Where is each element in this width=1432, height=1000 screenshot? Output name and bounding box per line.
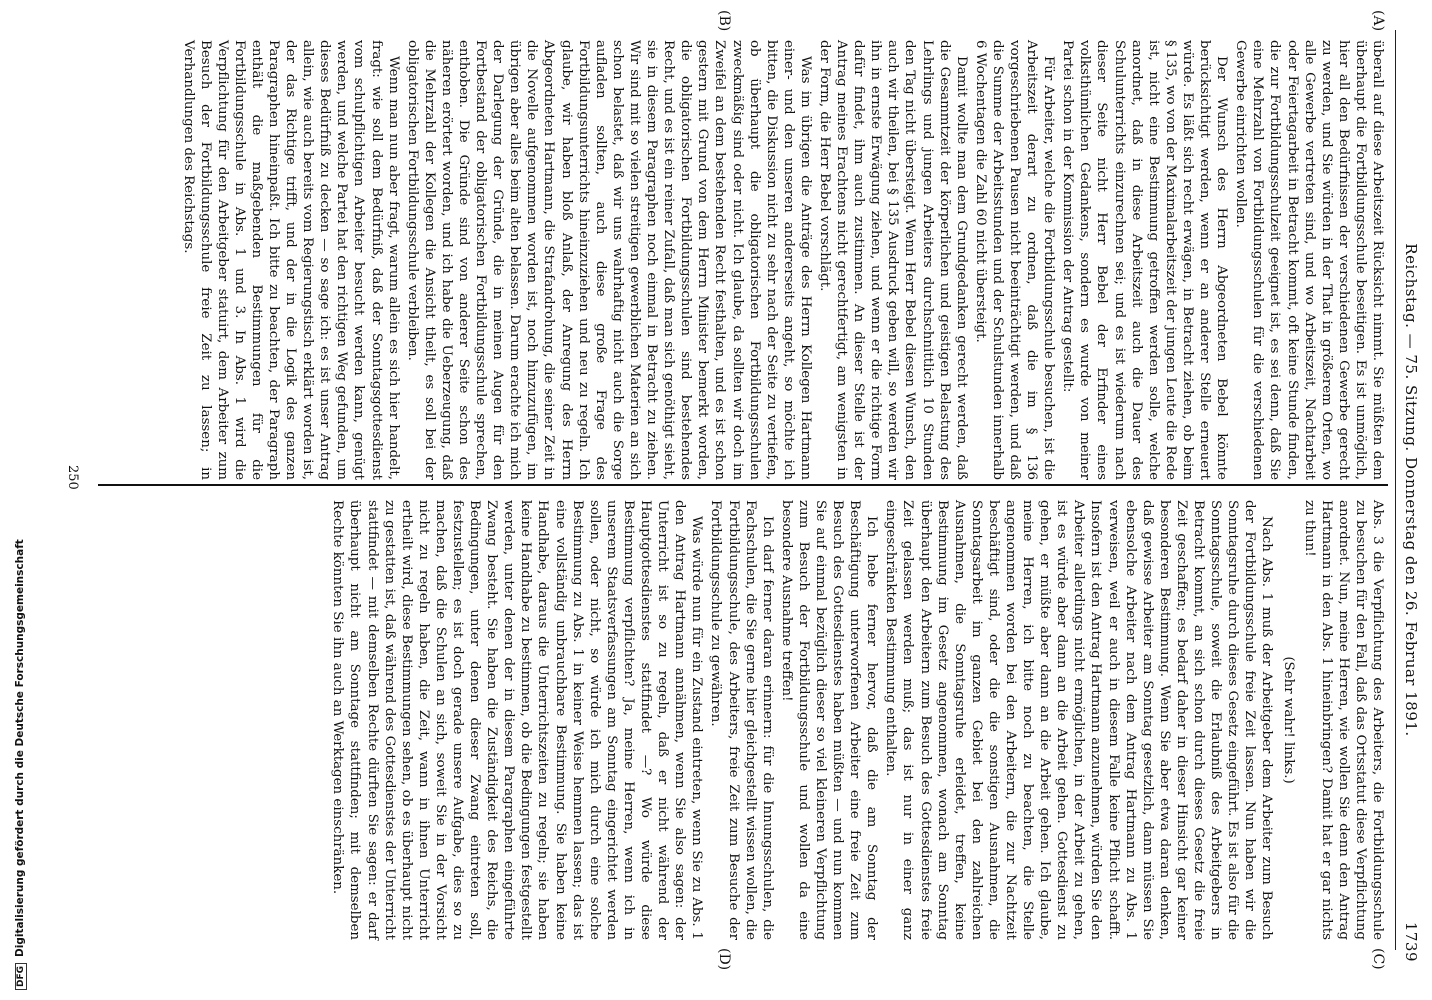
left-column: [177, 40, 1386, 480]
dfg-logo: DFG: [15, 963, 27, 990]
margin-marker-a: (A): [1370, 10, 1386, 32]
left-paragraph: Der Wunsch des Herrn Abgeordneten Bebel könnte berücksichtigt werden, wenn er an anderer Stelle erneuert würde. Es läßt sich recht erwägen, in Betracht ziehen, ob beim § 135, wo von der Maximalarbeitszeit der jungen Leute die Rede ist, nicht eine Bestimmung getroffen werden solle, welche anordnet, daß in diese Arbeitszeit auch die Dauer des Schulunterrichts einzurechnen sei; und es ist wiederum nach dieser Seite nicht Herr Bebel der Erfinder eines volksthümlichen Gedankens, sondern es wurde von meiner Partei schon in der Kommission der Antrag gestellt:: [1060, 40, 1230, 480]
right-paragraph: Nach Abs. 1 muß der Arbeitgeber dem Arbeiter zum Besuch der Fortbildungsschule freie Zeit lassen. Nun haben wir die Sonntagsruhe durch dieses Gesetz eingeführt. Es ist also für die Sonntagsschule, soweit die Erlaubniß des Arbeitgebers in Betracht kommt, an sich schon durch dieses Gesetz die freie Zeit geschaffen; es bedarf daher in dieser Hinsicht gar keiner besonderen Bestimmung. Wenn Sie aber etwa daran denken, daß gewisse Arbeiter am Sonntag gesetzlich, dann müssen Sie ebensolche Arbeiter nach dem Antrag Hartmann zu Abs. 1 verweisen, weil er auch in diesem Falle keine Pflicht schafft. Insofern ist den Antrag Hartmann anzunehmen, würden Sie den Arbeiter allerdings nicht ermöglichen, in der Arbeit zu gehen, ist es würde aber dann an die Arbeit gehen. Gottesdienst zu gehen, er müßte aber dann an die Arbeit gehen. Ich glaube, meine Herren, ich bitte noch zu beachten, die Stelle angenommen worden bei den Arbeitern, die zur Nachtzeit beschäftigt sind, oder die die sonstigen Ausnahmen, die Sonntagsarbeit im ganzen Gebiet bei den zahlreichen Ausnahmen, die Sonntagsruhe erleidet, treffen, keine Bestimmung im Gesetz angenommen, wonach am Sonntag überhaupt den Arbeitern zum Besuch des Gottesdienstes freie Zeit gelassen werden muß; das ist nur in einer ganz eingeschränkten Bestimmung enthalten.: [883, 500, 1275, 940]
rotated-document: [32, 0, 1432, 980]
footer-page-number: 250: [65, 465, 80, 490]
margin-marker-d: (D): [716, 948, 732, 971]
left-paragraph: Was im übrigen die Anträge des Herrn Kollegen Hartmann einer- und den unseren andererseits angeht, so möchte ich bitten, die Diskussion nicht zu sehr nach der Seite zu vertiefen, ob überhaupt die obligatorischen Fortbildungsschulen zweckmäßig sind oder nicht. Ich glaube, da sollten wir doch im Zweifel an dem bestehenden Recht festhalten, und es ist schon gestern mit Grund von dem Herrn Minister bemerkt worden, die obligatorischen Fortbildungsschulen sind bestehendes Recht, und es ist ein reiner Zufall, daß man sich genöthigt sieht, sie in diesem Paragraphen noch einmal in Betracht zu ziehen. Wir sind mit so vielen streitigen gewerblichen Materien an sich schon belastet, daß wir uns wahrhaftig nicht auch die Sorge aufladen sollten, auch diese große Frage des Fortbildungsunterrichts hineinzuziehen und neu zu regeln. Ich glaube, wir haben bloß Anlaß, der Anregung des Herrn Abgeordneten Hartmann, die Strafandrohung, die seiner Zeit in die Novelle aufgenommen worden ist, noch hinzuzufügen, im übrigen aber alles beim alten belassen. Darum erachte ich mich der Darlegung der Gründe, die in meinen Augen für den Fortbestand der obligatorischen Fortbildungsschule sprechen, enthoben. Die Gründe sind von anderer Seite schon des näheren erörtert worden, und ich habe die Ueberzeugung, daß die Mehrzahl der Kollegen die Ansicht theilt, es soll bei der obligatorischen Fortbildungsschule verbleiben.: [404, 40, 813, 480]
header-page-number: 1739: [1402, 921, 1420, 962]
header-title: Reichstag. — 75. Sitzung. Donnerstag den 26. Februar 1891.: [1402, 243, 1420, 737]
right-column: [327, 500, 1386, 940]
header-rule: [1395, 30, 1396, 950]
digitization-note: [0, 0, 26, 1000]
right-paragraph: Was würde nun für ein Zustand eintreten, wenn Sie zu Abs. 1 den Antrag Hartmann annähmen, wenn Sie also sagen: der Unterricht ist so zu regeln, daß er nicht während der Hauptgottesdienstes stattfindet —? Wo würde diese Bestimmung verpflichten? Ja, meine Herren, wenn ich in unserem Staatsverfassungen am Sonntag eingerichtet werden sollen, oder nicht, so würde ich mich durch eine solche Bestimmung zu Abs. 1 in keiner Weise hemmen lassen; das ist eine vollständig unbrauchbare Bestimmung. Sie haben keine Handhabe, daraus die Unterrichtszeiten zu regeln; sie haben keine Handhabe zu bestimmen, ob die Bedingungen festgestellt werden, unter denen der in diesem Paragraphen eingeführte Zwang besteht. Sie haben die Zuständigkeit des Reichs, die Bedingungen, unter denen dieser Zwang eintreten soll, festzustellen; es ist doch gerade unsere Aufgabe, dies so zu machen, daß die Schulen an sich, soweit Sie in der Vorsicht nicht zu regeln haben, die Zeit, wann in ihnen Unterricht ertheilt wird, diese Bestimmungen sehen, ob es überhaupt nicht zu gestatten ist, daß während des Gottesdienstes der Unterricht stattfindet — mit demselben Rechte dürften Sie sagen: er darf überhaupt nicht am Sonntage stattfinden; mit demselben Rechte könnten Sie ihn auch an Werktagen einschränken.: [330, 500, 705, 940]
margin-marker-c: (C): [1370, 948, 1386, 970]
left-paragraph: Wenn man nun aber fragt, warum allein es sich hier handelt, fragt: wie soll dem Bedürfniß, daß der Sonntagsgottesdienst vom schulpflichtigen Arbeiter besucht werden kann, genügt werden, und welche Partei hat den richtigen Weg gefunden, um dieses Bedürfniß zu decken — so sage ich: es ist unser Antrag allein, wie auch bereits vom Regierungstisch erklärt worden ist, der das Richtige trifft, und der in die Logik des ganzen Paragraphen hineinpaßt. Ich bitte zu beachten, der Paragraph enthält die maßgebenden Bestimmungen für die Fortbildungsschule in Abs. 1 und 3. In Abs. 1 wird die Verpflichtung für den Arbeitgeber statuirt, dem Arbeiter zum Besuch der Fortbildungsschule freie Zeit zu lassen; in Verhandlungen des Reichstags.: [180, 40, 401, 480]
left-paragraph: überall auf diese Arbeitszeit Rücksicht nimmt. Sie müßten dem überhaupt die Fortbildungsschule beseitigen. Es ist unmöglich, hier all den Bedürfnissen der verschiedenen Gewerbe gerecht zu werden, und Sie würden in der That in größerem Orten, wo alle Gewerbe vertreten sind, und wo Arbeitszeit, Nachtarbeit oder Feiertagarbeit in Betracht kommt, oft keine Stunde finden, die zur Fortbildungsschulzeit geeignet ist, es sei denn, daß Sie eine Mehrzahl von Fortbildungsschulen für die verschiedenen Gewerbe einrichten wollen.: [1233, 40, 1385, 480]
right-paragraph: Abs. 3 die Verpflichtung des Arbeiters, die Fortbildungsschule zu besuchen für den Fall, daß das Ortsstatut diese Verpflichtung anordnet. Nun, meine Herren, wie wollen Sie denn den Antrag Hartmann in den Abs. 1 hineinbringen? Damit hat er gar nichts zu thun!: [1301, 500, 1385, 940]
left-paragraph: Für Arbeiter, welche die Fortbildungsschule besuchen, ist die Arbeitszeit derart zu ordnen, daß die im § 136 vorgeschriebenen Pausen nicht beeinträchtigt werden, und daß die Summe der Arbeitsstunden und der Schulstunden innerhalb 6 Wochentagen die Zahl 60 nicht übersteigt.: [972, 40, 1057, 480]
right-paragraph: Ich darf ferner daran erinnern: für die Innungsschulen, die Fachschulen, die Sie gerne hier gleichgestellt wissen wollen, die Fortbildungsschule, des Arbeiters, freie Zeit zum Besuche der Fortbildungsschule zu gewähren.: [708, 500, 775, 940]
page-header: [1396, 10, 1422, 970]
column-divider: [98, 484, 1388, 486]
right-paragraph: Ich hebe ferner hervor, daß die am Sonntag der Beschäftigung unterworfenen Arbeiter eine freie Zeit zum Besuch des Gottesdienstes haben müßten — und nun kommen Sie auf einmal bezüglich dieser so viel kleineren Verpflichtung zum Besuch der Fortbildungsschule und wollen da eine besondere Ausnahme treffen!: [778, 500, 880, 940]
margin-marker-b: (B): [716, 10, 732, 32]
left-paragraph: Damit wollte man dem Grundgedanken gerecht werden, daß die Gesammtzeit der körperlichen und geistigen Belastung des Lehrlings und jungen Arbeiters durchschnittlich 10 Stunden den Tag nicht übersteigt. Wenn Herr Bebel diesen Wunsch, den auch wir theilen, bei § 135 Ausdruck geben will, so werden wir ihn in ernste Erwägung ziehen, und wenn er die richtige Form dafür findet, ihm auch zustimmen. An dieser Stelle ist der Antrag meines Erachtens nicht gerechtfertigt, am wenigsten in der Form, die Herr Bebel vorschlägt.: [817, 40, 969, 480]
digitization-note-text: [14, 10, 27, 990]
digitization-note-label: Digitalisierung gefördert durch die Deutsche Forschungsgemeinschaft: [14, 539, 26, 957]
interjection: (Sehr wahr! links.): [1280, 656, 1296, 784]
